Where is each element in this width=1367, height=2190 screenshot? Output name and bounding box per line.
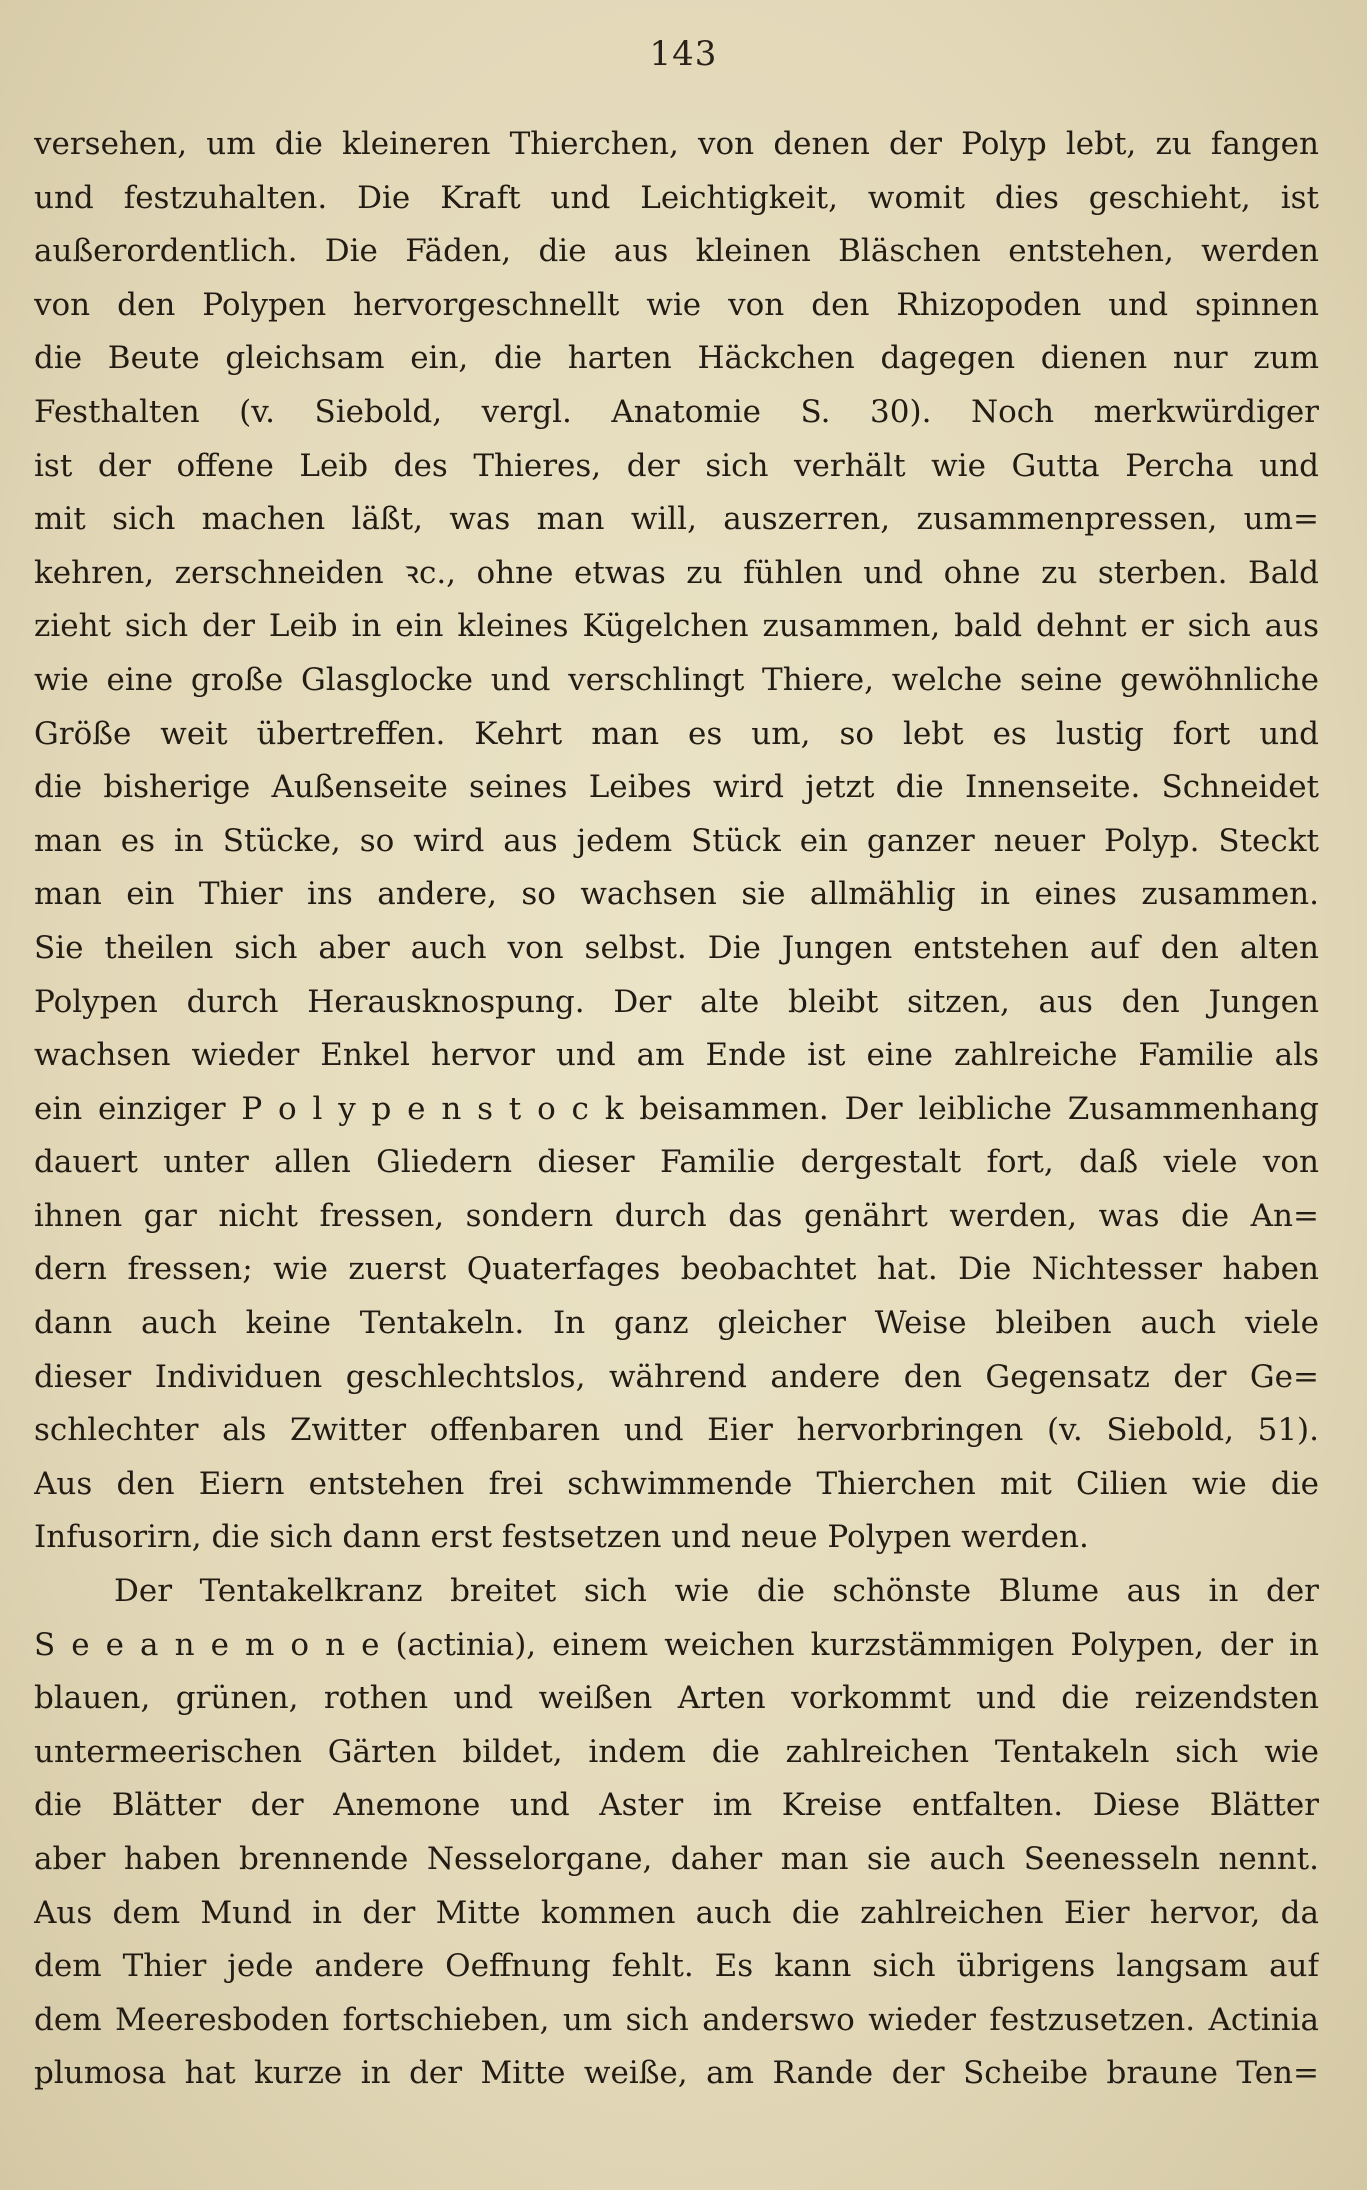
paragraph-end-line: Infusorirn, die sich dann erst festsetzen und neue Polypen werden.	[34, 1519, 1089, 1556]
text-line: Festhalten (v. Siebold, vergl. Anatomie S. 30). Noch merkwürdiger	[34, 393, 1319, 430]
text-line: dern fressen; wie zuerst Quaterfages beobachtet hat. Die Nichtesser haben	[34, 1251, 1319, 1288]
paragraph-start-line: Der Tentakelkranz breitet sich wie die schönste Blume aus in der	[114, 1573, 1319, 1610]
text-line: wie eine große Glasglocke und verschlingt Thiere, welche seine gewöhnliche	[34, 661, 1319, 698]
text-line: die Beute gleichsam ein, die harten Häckchen dagegen dienen nur zum	[34, 340, 1319, 377]
text-line: Aus dem Mund in der Mitte kommen auch die zahlreichen Eier hervor, da	[34, 1894, 1319, 1931]
text-line: Aus den Eiern entstehen frei schwimmende Thierchen mit Cilien wie die	[34, 1465, 1319, 1502]
text-line: ihnen gar nicht fressen, sondern durch das genährt werden, was die An=	[34, 1197, 1319, 1234]
text-line: man ein Thier ins andere, so wachsen sie allmählig in eines zusammen.	[34, 876, 1319, 913]
text-line: untermeerischen Gärten bildet, indem die zahlreichen Tentakeln sich wie	[34, 1733, 1319, 1770]
text-line: dann auch keine Tentakeln. In ganz gleicher Weise bleiben auch viele	[34, 1305, 1319, 1342]
text-line: und festzuhalten. Die Kraft und Leichtigkeit, womit dies geschieht, ist	[34, 179, 1319, 216]
text-line: Sie theilen sich aber auch von selbst. Die Jungen entstehen auf den alten	[34, 929, 1319, 966]
text-line: zieht sich der Leib in ein kleines Kügelchen zusammen, bald dehnt er sich aus	[34, 608, 1319, 645]
text-line: ist der offene Leib des Thieres, der sich verhält wie Gutta Percha und	[34, 447, 1319, 484]
text-line: schlechter als Zwitter offenbaren und Eier hervorbringen (v. Siebold, 51).	[34, 1412, 1319, 1449]
text-line: aber haben brennende Nesselorgane, daher man sie auch Seenesseln nennt.	[34, 1841, 1319, 1877]
text-line: man es in Stücke, so wird aus jedem Stück ein ganzer neuer Polyp. Steckt	[34, 822, 1319, 859]
text-line: von den Polypen hervorgeschnellt wie von den Rhizopoden und spinnen	[34, 286, 1319, 323]
text-line: blauen, grünen, rothen und weißen Arten vorkommt und die reizendsten	[34, 1680, 1319, 1717]
text-line: dauert unter allen Gliedern dieser Familie dergestalt fort, daß viele von	[34, 1144, 1319, 1181]
text-line: plumosa hat kurze in der Mitte weiße, am Rande der Scheibe braune Ten=	[34, 2055, 1319, 2092]
text-line: wachsen wieder Enkel hervor und am Ende ist eine zahlreiche Familie als	[34, 1037, 1319, 1074]
text-line: versehen, um die kleineren Thierchen, von denen der Polyp lebt, zu fangen	[34, 126, 1319, 162]
text-line: mit sich machen läßt, was man will, auszerren, zusammenpressen, um=	[34, 501, 1319, 538]
text-line: ein einziger P o l y p e n s t o c k beisammen. Der leibliche Zusammenhang	[34, 1090, 1319, 1127]
text-line: dem Meeresboden fortschieben, um sich anderswo wieder festzusetzen. Actinia	[34, 2001, 1319, 2038]
text-line: Polypen durch Herausknospung. Der alte bleibt sitzen, aus den Jungen	[34, 983, 1319, 1020]
text-line: außerordentlich. Die Fäden, die aus kleinen Bläschen entstehen, werden	[34, 233, 1319, 270]
text-line: die bisherige Außenseite seines Leibes wird jetzt die Innenseite. Schneidet	[34, 769, 1319, 806]
body-text	[34, 118, 1319, 2101]
text-line: dem Thier jede andere Oeffnung fehlt. Es kann sich übrigens langsam auf	[34, 1948, 1319, 1985]
text-line: dieser Individuen geschlechtslos, während andere den Gegensatz der Ge=	[34, 1358, 1319, 1395]
text-line: S e e a n e m o n e (actinia), einem weichen kurzstämmigen Polypen, der in	[34, 1626, 1319, 1663]
text-line: kehren, zerschneiden ꝛc., ohne etwas zu fühlen und ohne zu sterben. Bald	[34, 554, 1319, 591]
page-number: 143	[649, 34, 718, 74]
text-line: die Blätter der Anemone und Aster im Kreise entfalten. Diese Blätter	[34, 1787, 1319, 1824]
text-line: Größe weit übertreffen. Kehrt man es um, so lebt es lustig fort und	[34, 715, 1319, 752]
